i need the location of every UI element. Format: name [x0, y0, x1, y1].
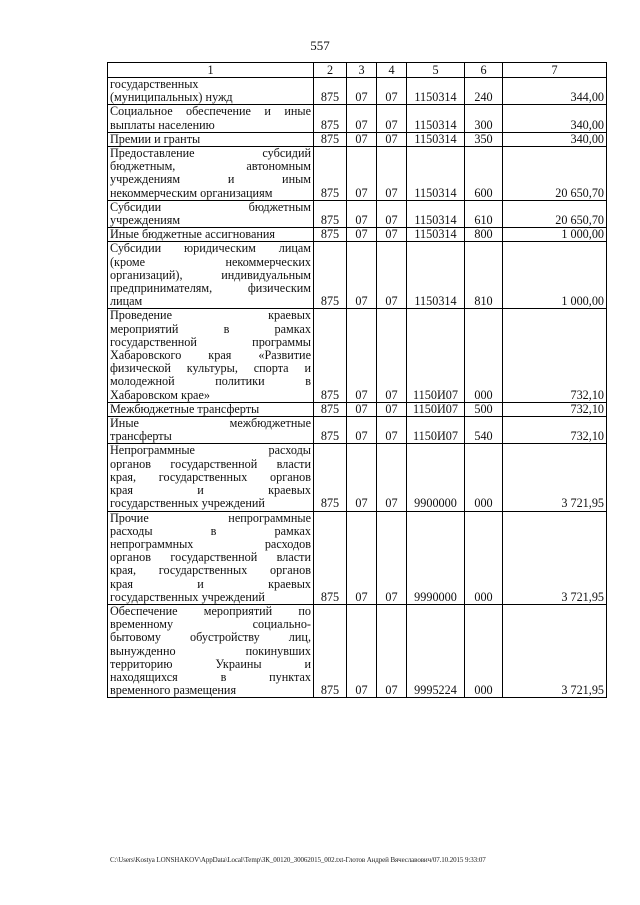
ministry-code: 875	[314, 228, 347, 242]
ministry-code: 875	[314, 78, 347, 105]
table-body	[108, 78, 607, 698]
subsection-code: 07	[377, 511, 407, 604]
target-article-code: 1150И07	[407, 402, 465, 416]
amount: 340,00	[503, 105, 607, 132]
section-code: 07	[347, 242, 377, 309]
description-line: расходы в рамках	[110, 523, 311, 538]
table-row	[108, 511, 607, 604]
description-line: Субсидии бюджетным	[110, 199, 311, 214]
row-description	[108, 228, 314, 242]
description-line: временного размещения	[110, 683, 237, 698]
description-line: непрограммных расходов	[110, 536, 311, 551]
row-description	[108, 511, 314, 604]
row-description	[108, 242, 314, 309]
description-line: временному социально-	[110, 617, 311, 632]
table-row	[108, 147, 607, 201]
expense-type-code: 800	[465, 228, 503, 242]
subsection-code: 07	[377, 200, 407, 227]
subsection-code: 07	[377, 417, 407, 444]
description-line: физической культуры, спорта и	[110, 361, 311, 376]
description-line: Хабаровском крае»	[110, 387, 210, 402]
description-line: организаций), индивидуальным	[110, 267, 311, 282]
row-description	[108, 147, 314, 201]
description-line: Проведение краевых	[110, 308, 311, 323]
row-description	[108, 200, 314, 227]
target-article-code: 1150314	[407, 228, 465, 242]
expense-type-code: 000	[465, 444, 503, 511]
col-header-4: 4	[377, 63, 407, 78]
ministry-code: 875	[314, 105, 347, 132]
section-code: 07	[347, 105, 377, 132]
amount: 20 650,70	[503, 200, 607, 227]
subsection-code: 07	[377, 242, 407, 309]
ministry-code: 875	[314, 402, 347, 416]
amount: 20 650,70	[503, 147, 607, 201]
row-description	[108, 132, 314, 146]
section-code: 07	[347, 604, 377, 697]
section-code: 07	[347, 78, 377, 105]
description-line: государственной программы	[110, 334, 311, 349]
ministry-code: 875	[314, 309, 347, 402]
description-line: государственных учреждений	[110, 496, 265, 511]
section-code: 07	[347, 228, 377, 242]
col-header-2: 2	[314, 63, 347, 78]
col-header-6: 6	[465, 63, 503, 78]
description-line: Прочие непрограммные	[110, 510, 311, 525]
description-line: мероприятий в рамках	[110, 321, 311, 336]
ministry-code: 875	[314, 444, 347, 511]
description-line: Субсидии юридическим лицам	[110, 241, 311, 256]
description-line: Премии и гранты	[110, 131, 201, 146]
description-line: Социальное обеспечение и иные	[110, 104, 311, 119]
col-header-7: 7	[503, 63, 607, 78]
col-header-5: 5	[407, 63, 465, 78]
file-path-footer: C:\Users\Kostya LONSHAKOV\AppData\Local\Temp\ЗК_00120_30062015_002.txt-Глотов Андрей Вячеславович/07.10.2015 9:33:07	[110, 856, 486, 864]
section-code: 07	[347, 132, 377, 146]
description-line: государственных учреждений	[110, 589, 265, 604]
expense-type-code: 540	[465, 417, 503, 444]
table-row	[108, 105, 607, 132]
target-article-code: 1150314	[407, 78, 465, 105]
amount: 1 000,00	[503, 242, 607, 309]
amount: 732,10	[503, 417, 607, 444]
subsection-code: 07	[377, 78, 407, 105]
ministry-code: 875	[314, 604, 347, 697]
table-row	[108, 309, 607, 402]
section-code: 07	[347, 417, 377, 444]
row-description	[108, 417, 314, 444]
expense-type-code: 500	[465, 402, 503, 416]
ministry-code: 875	[314, 132, 347, 146]
subsection-code: 07	[377, 105, 407, 132]
target-article-code: 1150314	[407, 132, 465, 146]
description-line: территорию Украины и	[110, 656, 311, 671]
amount: 340,00	[503, 132, 607, 146]
table-row	[108, 132, 607, 146]
subsection-code: 07	[377, 147, 407, 201]
subsection-code: 07	[377, 132, 407, 146]
section-code: 07	[347, 444, 377, 511]
description-line: выплаты населению	[110, 117, 215, 132]
description-line: учреждениям и иным	[110, 172, 311, 187]
description-line: бюджетным, автономным	[110, 159, 311, 174]
ministry-code: 875	[314, 200, 347, 227]
description-line: учреждениям	[110, 213, 181, 228]
col-header-3: 3	[347, 63, 377, 78]
table-row	[108, 604, 607, 697]
description-line: молодежной политики в	[110, 374, 311, 389]
table-row	[108, 200, 607, 227]
description-line: вынужденно покинувших	[110, 643, 311, 658]
table-row	[108, 78, 607, 105]
description-line: трансферты	[110, 429, 172, 444]
expense-type-code: 300	[465, 105, 503, 132]
table-row	[108, 228, 607, 242]
description-line: некоммерческим организациям	[110, 185, 273, 200]
target-article-code: 9995224	[407, 604, 465, 697]
row-description	[108, 309, 314, 402]
col-header-1: 1	[108, 63, 314, 78]
section-code: 07	[347, 402, 377, 416]
description-line: Иные межбюджетные	[110, 416, 311, 431]
expense-type-code: 610	[465, 200, 503, 227]
description-line: органов государственной власти	[110, 550, 311, 565]
description-line: края, государственных органов	[110, 563, 311, 578]
description-line: государственных	[110, 77, 199, 91]
expense-type-code: 000	[465, 309, 503, 402]
budget-table	[107, 62, 607, 698]
page-number: 557	[310, 38, 330, 53]
description-line: края и краевых	[110, 576, 311, 591]
row-description	[108, 78, 314, 105]
table-row	[108, 417, 607, 444]
expense-type-code: 000	[465, 511, 503, 604]
description-line: органов государственной власти	[110, 456, 311, 471]
description-line: края, государственных органов	[110, 469, 311, 484]
target-article-code: 1150314	[407, 105, 465, 132]
target-article-code: 1150И07	[407, 417, 465, 444]
subsection-code: 07	[377, 309, 407, 402]
header-row	[108, 63, 607, 78]
description-line: Хабаровского края «Развитие	[110, 348, 311, 363]
expense-type-code: 810	[465, 242, 503, 309]
target-article-code: 1150314	[407, 242, 465, 309]
description-line: предпринимателям, физическим	[110, 281, 311, 296]
amount: 3 721,95	[503, 604, 607, 697]
table-row	[108, 444, 607, 511]
target-article-code: 1150И07	[407, 309, 465, 402]
description-line: (муниципальных) нужд	[110, 90, 233, 105]
expense-type-code: 350	[465, 132, 503, 146]
section-code: 07	[347, 309, 377, 402]
amount: 3 721,95	[503, 511, 607, 604]
subsection-code: 07	[377, 402, 407, 416]
target-article-code: 1150314	[407, 147, 465, 201]
description-line: Предоставление субсидий	[110, 146, 311, 161]
description-line: Иные бюджетные ассигнования	[110, 227, 276, 242]
description-line: находящихся в пунктах	[110, 669, 311, 684]
ministry-code: 875	[314, 242, 347, 309]
description-line: (кроме некоммерческих	[110, 254, 311, 269]
target-article-code: 1150314	[407, 200, 465, 227]
row-description	[108, 402, 314, 416]
table-row	[108, 402, 607, 416]
description-line: края и краевых	[110, 483, 311, 498]
description-line: Межбюджетные трансферты	[110, 401, 260, 416]
amount: 732,10	[503, 309, 607, 402]
subsection-code: 07	[377, 228, 407, 242]
ministry-code: 875	[314, 511, 347, 604]
description-line: бытовому обустройству лиц,	[110, 630, 311, 645]
amount: 344,00	[503, 78, 607, 105]
expense-type-code: 000	[465, 604, 503, 697]
target-article-code: 9900000	[407, 444, 465, 511]
section-code: 07	[347, 511, 377, 604]
subsection-code: 07	[377, 604, 407, 697]
description-line: Обеспечение мероприятий по	[110, 603, 311, 618]
amount: 3 721,95	[503, 444, 607, 511]
description-line: лицам	[110, 294, 143, 309]
description-line: Непрограммные расходы	[110, 443, 311, 458]
ministry-code: 875	[314, 147, 347, 201]
row-description	[108, 105, 314, 132]
section-code: 07	[347, 200, 377, 227]
table-row	[108, 242, 607, 309]
target-article-code: 9990000	[407, 511, 465, 604]
section-code: 07	[347, 147, 377, 201]
row-description	[108, 604, 314, 697]
expense-type-code: 240	[465, 78, 503, 105]
ministry-code: 875	[314, 417, 347, 444]
amount: 1 000,00	[503, 228, 607, 242]
row-description	[108, 444, 314, 511]
subsection-code: 07	[377, 444, 407, 511]
expense-type-code: 600	[465, 147, 503, 201]
amount: 732,10	[503, 402, 607, 416]
